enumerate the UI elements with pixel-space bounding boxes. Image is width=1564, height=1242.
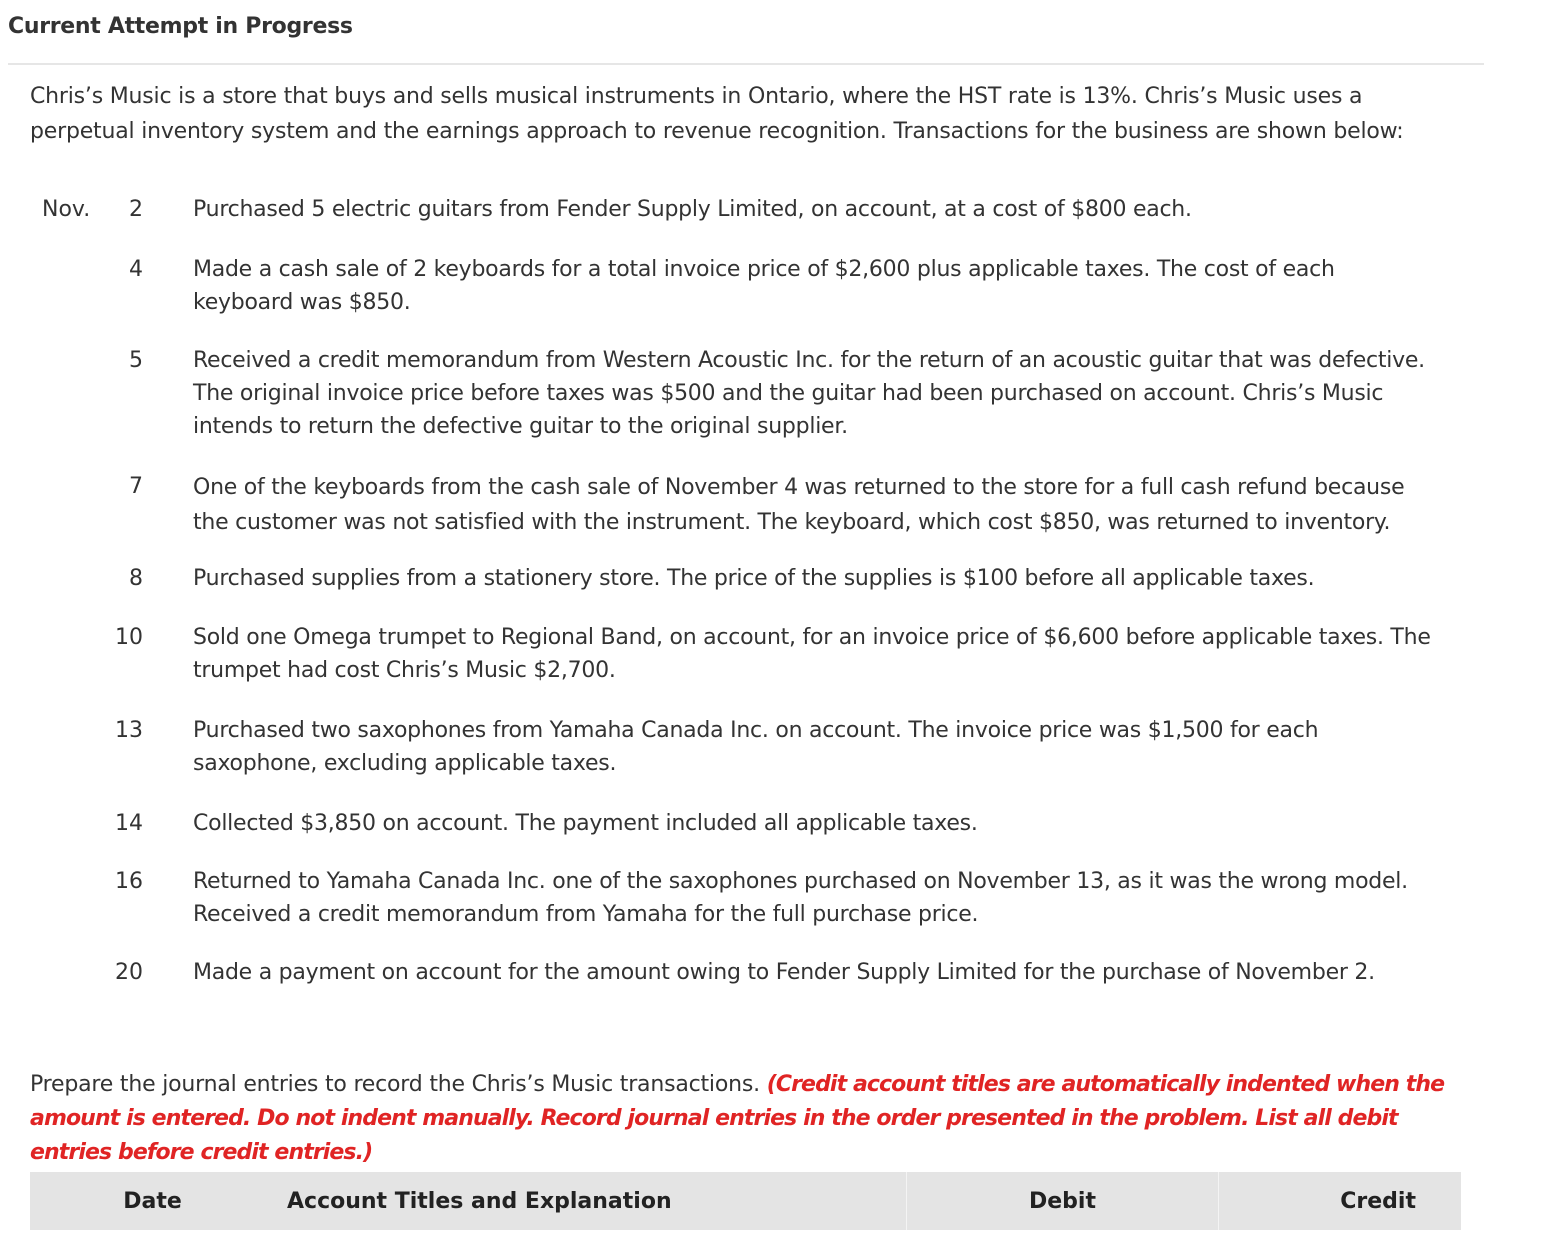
transaction-description: Made a cash sale of 2 keyboards for a total invoice price of $2,600 plus applicable taxes. The cost of each keyboard was $850. — [193, 257, 1335, 315]
column-header-date: Date — [123, 1188, 182, 1214]
transaction-description: Purchased supplies from a stationery store. The price of the supplies is $100 before all applicable taxes. — [193, 566, 1315, 591]
transaction-day: 14 — [115, 811, 143, 836]
instructions — [30, 1068, 1470, 1170]
transaction-day: 10 — [115, 625, 143, 650]
instructions-note: (Credit account titles are automatically indented when the amount is entered. Do not indent manually. Record journal entries in the order presented in the problem. List all debit entries before credit entries.) — [30, 1072, 1445, 1165]
column-header-account-titles: Account Titles and Explanation — [275, 1172, 907, 1230]
transaction-description: Received a credit memorandum from Western Acoustic Inc. for the return of an acoustic guitar that was defective. The original invoice price before taxes was $500 and the guitar had been purchased on account. Chris’s Music intends to return the defective guitar to the original supplier. — [193, 348, 1425, 439]
transaction-description: Purchased 5 electric guitars from Fender Supply Limited, on account, at a cost of $800 each. — [193, 197, 1192, 222]
transaction-description: Returned to Yamaha Canada Inc. one of the saxophones purchased on November 13, as it was the wrong model. Received a credit memorandum from Yamaha for the full purchase price. — [193, 869, 1408, 927]
instructions-text: Prepare the journal entries to record the Chris’s Music transactions. — [30, 1072, 760, 1097]
transaction-day: 2 — [129, 197, 143, 222]
transaction-description: Made a payment on account for the amount owing to Fender Supply Limited for the purchase of November 2. — [193, 960, 1375, 985]
transaction-day: 4 — [129, 257, 143, 282]
column-header-credit: Credit — [1340, 1188, 1416, 1214]
transaction-day: 13 — [115, 718, 143, 743]
transaction-description: Sold one Omega trumpet to Regional Band, on account, for an invoice price of $6,600 before applicable taxes. The trumpet had cost Chris’s Music $2,700. — [193, 625, 1431, 683]
transaction-day: 16 — [115, 869, 143, 894]
attempt-status-title: Current Attempt in Progress — [8, 14, 353, 39]
transaction-day: 7 — [129, 474, 143, 499]
transaction-day: 5 — [129, 348, 143, 373]
transaction-description: Collected $3,850 on account. The payment included all applicable taxes. — [193, 811, 978, 836]
column-header-debit: Debit — [907, 1172, 1219, 1230]
transaction-day: 8 — [129, 566, 143, 591]
header-divider — [8, 63, 1484, 65]
transaction-month: Nov. — [42, 197, 91, 222]
journal-table-header — [30, 1172, 1461, 1230]
transaction-description: One of the keyboards from the cash sale of November 4 was returned to the store for a full cash refund because the customer was not satisfied with the instrument. The keyboard, which cost $850, was returned to inventory. — [193, 475, 1405, 535]
transaction-day: 20 — [115, 960, 143, 985]
transaction-description: Purchased two saxophones from Yamaha Canada Inc. on account. The invoice price was $1,500 for each saxophone, excluding applicable taxes. — [193, 718, 1319, 776]
problem-intro: Chris’s Music is a store that buys and sells musical instruments in Ontario, where the HST rate is 13%. Chris’s Music uses a perpetual inventory system and the earnings approach to revenue recognition. Transactions for the business are shown below: — [30, 84, 1404, 144]
